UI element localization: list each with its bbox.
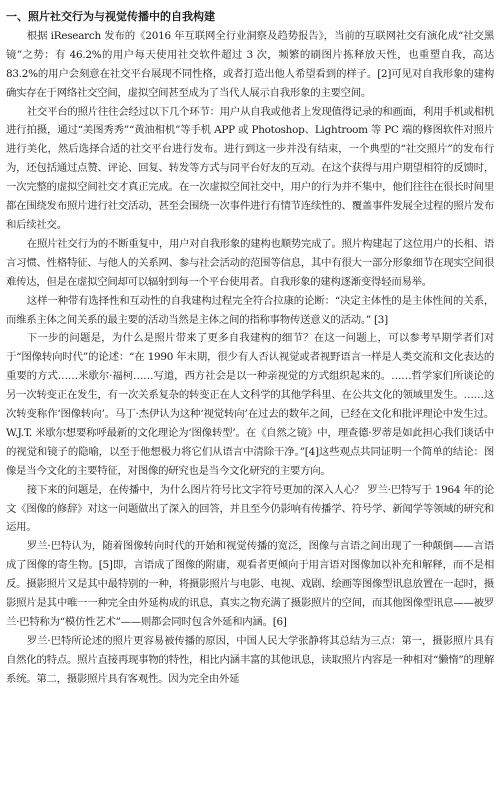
paragraph-3: 在照片社交行为的不断重复中，用户对自我形象的建构也顺势完成了。照片构建起了这位用户的长相、语言习惯、性格特征、与他人的关系网、参与社会活动的范围等信息，其中有很大一部分形象细节在现实空间很难传达，但是在虚拟空间却可以辐射到每一个平台使用者。自我形象的建构逐渐变得轻而易举。 bbox=[6, 237, 494, 288]
section-heading: 一、照片社交行为与视觉传播中的自我构建 bbox=[6, 10, 215, 23]
paragraph-5: 下一步的问题是，为什么是照片带来了更多自我建构的细节？在这一问题上，可以参考早期学者们对于“图像转向时代”的论述：“在 1990 年末期，很少有人否认视觉或者视野语言一样是人类交流和文化表达的重要的方式……米歇尔·福柯……写道，西方社会是以一种亲视觉的方式组织起来的。……哲学家们所谈论的另一次转变正在发生，有一次关系复杂的转变正在人文科学的其他学科里、在公共文化的领域里发生。……这次转变称作‘图像转向’。马丁·杰伊认为这种‘视觉转向’在过去的数年之间，已经在文化和批评理论中发生过。W.J.T. 米歇尔想要称呼最新的文化理论为‘图像转型’。在《自然之镜》中，理查德·罗蒂是如此担心我们谈话中的视觉和镜子的隐喻，以至于他想极力将它们从语言中清除干净。”[4]这些观点共同证明一个简单的结论：图像是当今文化的主要特征，对图像的研究也是当今文化研究的主要方向。 bbox=[6, 332, 494, 477]
paragraph-8: 罗兰·巴特所论述的照片更容易被传播的原因，中国人民大学张静将其总结为三点：第一，摄影照片具有自然化的特点。照片直接再现事物的特性，相比内涵丰富的其他讯息，读取照片内容是一种相对“懒惰”的理解系统。第二，摄影照片具有客观性。因为完全由外延 bbox=[6, 634, 494, 685]
paragraph-1: 根据 iResearch 发布的《2016 年互联网全行业洞察及趋势报告》，当前的互联网社交有演化成“社交黑镜”之势：有 46.2%的用户每天使用社交软件超过 3 次，频繁的刷图片拣释放天性，也重塑自我，高达 83.2%的用户会刻意在社交平台展现不同性格，或者打造出他人希望看到的样子。[2]可见对自我形象的建构确实存在于网络社交空间，虚拟空间甚至成为了当代人展示自我形象的主要空间。 bbox=[6, 29, 494, 99]
paragraph-2: 社交平台的照片往往会经过以下几个环节：用户从自我或他者上发现值得记录的和画面，利用手机或相机进行拍摄，通过“美图秀秀”“黄油相机”等手机 APP 或 Photoshop、Lightroom 等 PC 端的修图软件对照片进行美化，然后选择合适的社交平台进行发布。进行到这一步并没有结束，一个典型的“社交照片”的发布行为，还包括通过点赞、评论、回复、转发等方式与同平台好友的互动。在这个获得与用户期望相符的反馈时，一次完整的虚拟空间社交才真正完成。在一次虚拟空间社交中，用户的行为并不集中，他们往往在很长时间里都在围绕发布照片进行社交活动，甚至会围绕一次事件进行有情节连续性的、覆盖事件发展全过程的照片发布和后续社交。 bbox=[6, 105, 494, 231]
paragraph-7: 罗兰·巴特认为，随着图像转向时代的开始和视觉传播的宽泛，图像与言语之间出现了一种颠倒——言语成了图像的寄生物。[5]即，言语成了图像的附庸，观看者更倾向于用言语对图像加以补充和解释，而不是相反。摄影照片又是其中最特别的一种，将摄影照片与电影、电视、戏剧、绘画等图像型讯息放置在一起时，摄影照片是其中唯一一种完全由外延构成的讯息，真实之物充满了摄影照片的空间，而其他图像型讯息——被罗兰·巴特称为“模仿性艺术”——则都会同时包含外延和内涵。[6] bbox=[6, 540, 494, 628]
paragraph-6: 接下来的问题是，在传播中，为什么图片符号比文字符号更加的深入人心？ 罗兰·巴特写于 1964 年的论文《图像的修辞》对这一问题做出了深入的回答，并且至今仍影响有传播学、符号学、新闻学等领域的研究和运用。 bbox=[6, 483, 494, 534]
paragraph-4: 这样一种带有选择性和互动性的自我建构过程完全符合拉康的论断：“决定主体性的是主体性间的关系，而维系主体之间关系的最主要的活动当然是主体之间的指称事物传送意义的活动。” [3] bbox=[6, 294, 494, 326]
